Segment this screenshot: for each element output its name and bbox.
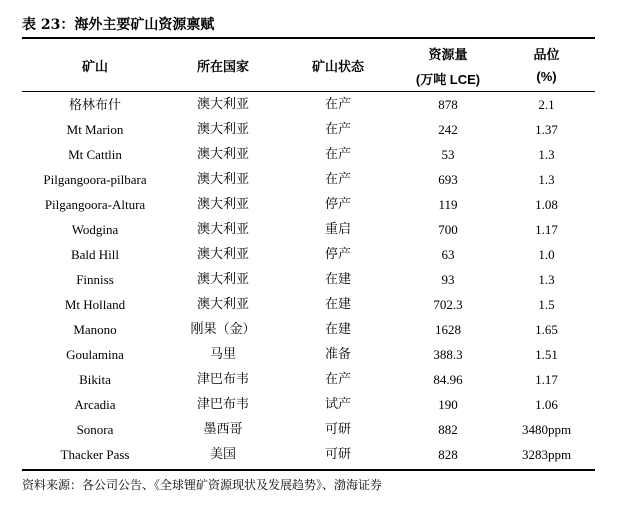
table-row (22, 317, 595, 342)
header-grade-line2: (%) (536, 69, 557, 84)
cell-resource: 700 (438, 222, 458, 237)
cell-resource: 84.96 (433, 372, 463, 387)
cell-status: 在产 (324, 147, 351, 162)
table-row (22, 392, 595, 417)
header-country: 所在国家 (196, 60, 249, 75)
table-row (22, 217, 595, 242)
cell-country: 澳大利亚 (196, 172, 249, 187)
cell-country: 刚果（金） (190, 322, 256, 337)
cell-mine: Arcadia (74, 397, 116, 412)
cell-status: 在产 (324, 97, 351, 112)
table-bottom-rule (22, 469, 595, 471)
cell-resource: 1628 (435, 322, 461, 337)
table-row (22, 342, 595, 367)
cell-status: 准备 (324, 347, 351, 362)
cell-grade: 1.3 (538, 172, 555, 187)
cell-mine: Pilgangoora-Altura (44, 197, 146, 212)
cell-grade: 2.1 (538, 97, 555, 112)
cell-mine: Mt Cattlin (68, 147, 122, 162)
cell-mine: Sonora (76, 422, 114, 437)
cell-status: 试产 (324, 397, 351, 412)
cell-country: 澳大利亚 (196, 97, 249, 112)
header-grade-line1: 品位 (533, 48, 560, 63)
cell-status: 重启 (324, 222, 351, 237)
cell-mine: Bikita (79, 372, 111, 387)
cell-status: 在产 (324, 372, 351, 387)
header-resource-line2: (万吨 LCE) (415, 72, 481, 87)
source-note: 资料来源：各公司公告、《全球锂矿资源现状及发展趋势》、渤海证券 (22, 478, 383, 492)
cell-grade: 3283ppm (521, 447, 572, 462)
cell-grade: 1.06 (535, 397, 558, 412)
cell-mine: Manono (73, 322, 117, 337)
cell-grade: 3480ppm (521, 422, 572, 437)
cell-mine: Finniss (76, 272, 114, 287)
cell-grade: 1.3 (538, 272, 555, 287)
cell-grade: 1.0 (538, 247, 555, 262)
cell-status: 在建 (324, 297, 351, 312)
cell-status: 停产 (324, 197, 351, 212)
cell-country: 澳大利亚 (196, 297, 249, 312)
table-row (22, 292, 595, 317)
cell-status: 可研 (324, 447, 351, 462)
cell-grade: 1.51 (535, 347, 558, 362)
cell-mine: Mt Holland (64, 297, 126, 312)
table-row (22, 267, 595, 292)
cell-country: 澳大利亚 (196, 247, 249, 262)
header-resource-line1: 资源量 (428, 48, 468, 63)
cell-mine: Bald Hill (70, 247, 120, 262)
cell-grade: 1.65 (535, 322, 558, 337)
cell-country: 澳大利亚 (196, 222, 249, 237)
cell-resource: 190 (438, 397, 458, 412)
cell-resource: 388.3 (433, 347, 463, 362)
table-title: 表 23：海外主要矿山资源禀赋 (22, 17, 215, 33)
cell-resource: 702.3 (433, 297, 463, 312)
cell-country: 澳大利亚 (196, 122, 249, 137)
cell-grade: 1.17 (535, 372, 558, 387)
cell-resource: 882 (438, 422, 458, 437)
table-row (22, 92, 595, 117)
cell-status: 在建 (324, 272, 351, 287)
table-row (22, 142, 595, 167)
cell-grade: 1.5 (538, 297, 555, 312)
cell-grade: 1.08 (535, 197, 558, 212)
cell-mine: Mt Marion (66, 122, 124, 137)
cell-mine: Thacker Pass (60, 447, 130, 462)
table-top-rule (22, 37, 595, 39)
table-row (22, 367, 595, 392)
cell-resource: 119 (438, 197, 458, 212)
cell-status: 在建 (324, 322, 351, 337)
cell-country: 澳大利亚 (196, 147, 249, 162)
table-row (22, 242, 595, 267)
header-status: 矿山状态 (311, 60, 364, 75)
cell-status: 在产 (324, 122, 351, 137)
cell-resource: 693 (438, 172, 458, 187)
cell-country: 美国 (209, 447, 236, 462)
cell-country: 马里 (209, 347, 236, 362)
cell-mine: Pilgangoora-pilbara (43, 172, 147, 187)
cell-grade: 1.37 (535, 122, 558, 137)
cell-grade: 1.3 (538, 147, 555, 162)
table-row (22, 417, 595, 442)
cell-status: 在产 (324, 172, 351, 187)
cell-country: 澳大利亚 (196, 272, 249, 287)
table-row (22, 442, 595, 467)
cell-resource: 828 (438, 447, 458, 462)
cell-status: 可研 (324, 422, 351, 437)
cell-resource: 878 (438, 97, 458, 112)
cell-status: 停产 (324, 247, 351, 262)
header-mine: 矿山 (81, 60, 108, 75)
table-row (22, 192, 595, 217)
cell-country: 津巴布韦 (196, 372, 249, 387)
cell-resource: 53 (441, 147, 455, 162)
cell-country: 澳大利亚 (196, 197, 249, 212)
cell-resource: 63 (441, 247, 455, 262)
table-row (22, 117, 595, 142)
cell-country: 墨西哥 (203, 422, 243, 437)
cell-grade: 1.17 (535, 222, 558, 237)
cell-country: 津巴布韦 (196, 397, 249, 412)
cell-mine: Goulamina (66, 347, 124, 362)
table-row (22, 167, 595, 192)
cell-resource: 242 (438, 122, 458, 137)
cell-resource: 93 (441, 272, 455, 287)
cell-mine: Wodgina (71, 222, 119, 237)
cell-mine: 格林布什 (68, 97, 121, 112)
